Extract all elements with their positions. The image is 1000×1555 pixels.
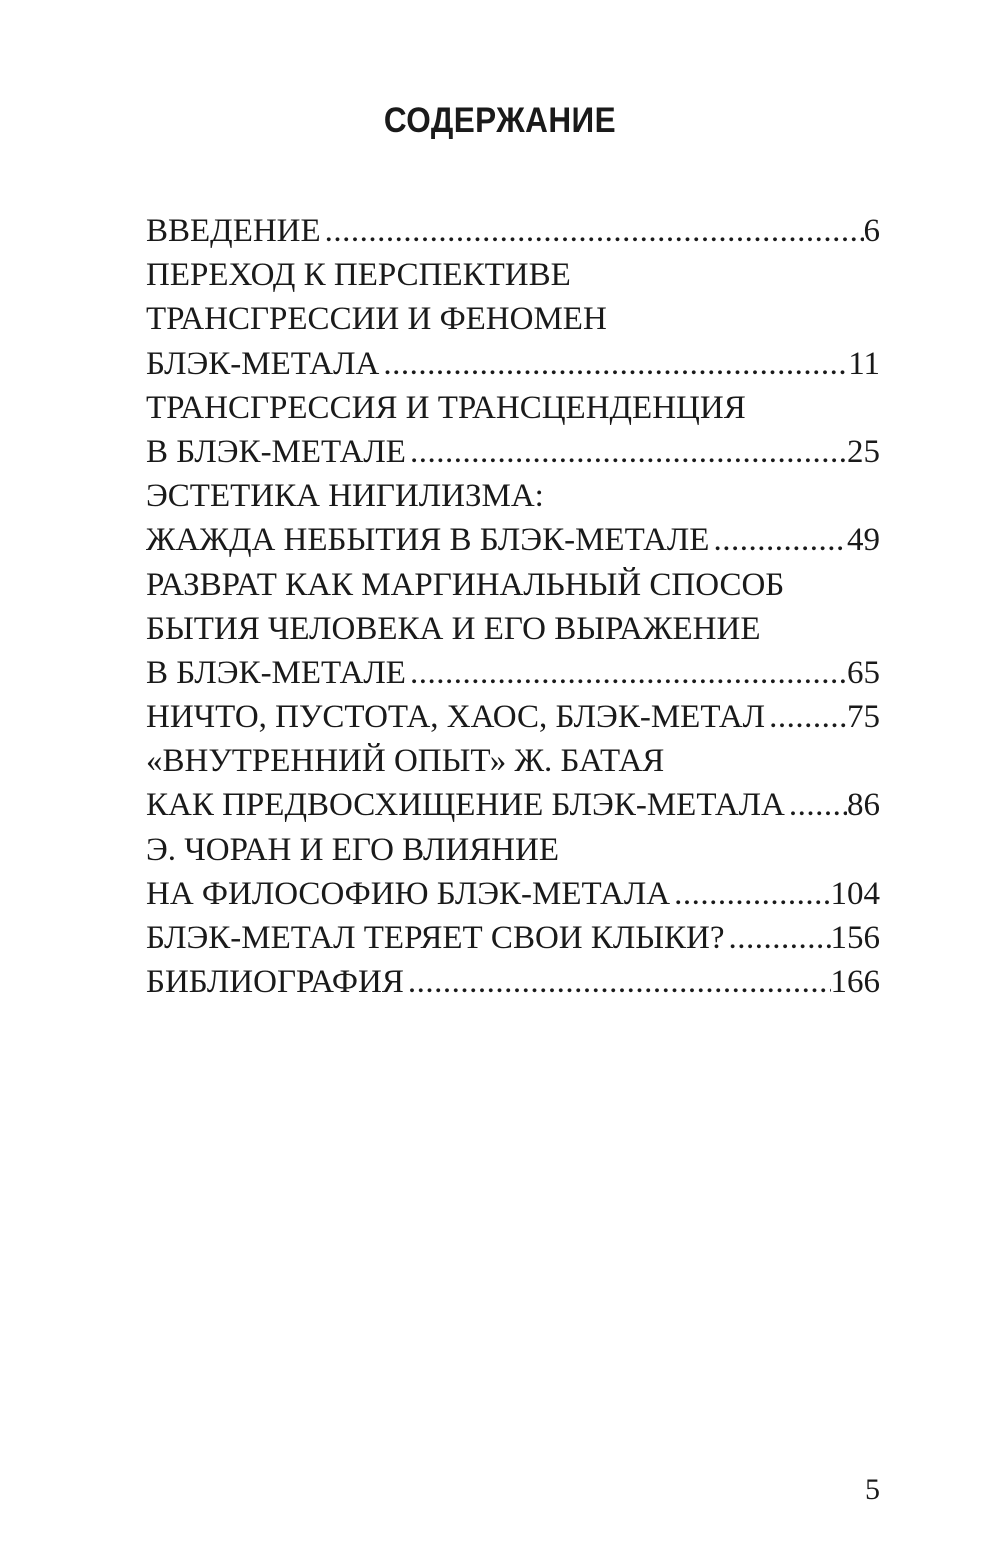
toc-entry-page: 104 [830,875,880,912]
dot-leader [404,960,831,1004]
toc-entry-title[interactable]: ТРАНСГРЕССИЯ И ТРАНСЦЕНДЕНЦИЯ [146,389,746,426]
toc-entry-transgression-transcendence[interactable] [146,430,880,474]
toc-entry-page: 49 [847,522,880,559]
dot-leader [670,872,830,916]
toc-entry-page: 6 [863,213,880,249]
toc-entry-title: НИЧТО, ПУСТОТА, ХАОС, БЛЭК-МЕТАЛ [146,699,766,736]
dot-leader [406,430,847,474]
dot-leader [406,651,847,695]
dot-leader [725,916,831,960]
toc-entry-title[interactable]: ПЕРЕХОД К ПЕРСПЕКТИВЕ [146,257,571,294]
toc-entry-title: БЛЭК-МЕТАЛ ТЕРЯЕТ СВОИ КЛЫКИ? [146,920,725,956]
dot-leader [765,695,847,739]
toc-entry-title[interactable]: ЭСТЕТИКА НИГИЛИЗМА: [146,478,544,515]
toc-entry-page: 25 [847,433,880,470]
toc-entry-page: 156 [830,920,880,956]
toc-entry-nihilism-aesthetics[interactable] [146,518,880,562]
toc-entry-cioran[interactable] [146,872,880,916]
toc-entry-title[interactable]: Э. ЧОРАН И ЕГО ВЛИЯНИЕ [146,831,559,868]
page-title: СОДЕРЖАНИЕ [383,101,617,140]
toc-entry-page: 86 [847,787,880,824]
toc-entry-title: ЖАЖДА НЕБЫТИЯ В БЛЭК-МЕТАЛЕ [146,522,710,559]
toc-entry-page: 166 [830,964,880,1001]
toc-entry-page: 65 [847,654,880,691]
toc-entry-title: ВВЕДЕНИЕ [146,213,321,249]
toc-entry-title[interactable]: «ВНУТРЕННИЙ ОПЫТ» Ж. БАТАЯ [146,743,665,780]
toc-entry-nothingness-chaos[interactable] [146,695,880,739]
toc-entry-title: БЛЭК-МЕТАЛА [146,345,380,382]
toc-entry-title[interactable]: БЫТИЯ ЧЕЛОВЕКА И ЕГО ВЫРАЖЕНИЕ [146,610,761,647]
toc-entry-bataille[interactable] [146,783,880,827]
toc-entry-title: КАК ПРЕДВОСХИЩЕНИЕ БЛЭК-МЕТАЛА [146,787,785,824]
toc-entry-title: НА ФИЛОСОФИЮ БЛЭК-МЕТАЛА [146,875,671,912]
toc-entry-bibliography[interactable] [146,960,880,1004]
toc-entry-losing-fangs[interactable] [146,916,880,960]
dot-leader [321,209,864,253]
dot-leader [785,783,847,827]
toc-entry-title: БИБЛИОГРАФИЯ [146,964,404,1001]
dot-leader [709,518,847,562]
toc-entry-title: В БЛЭК-МЕТАЛЕ [146,433,406,470]
toc-entry-debauchery[interactable] [146,651,880,695]
toc-entry-page: 75 [847,699,880,736]
toc-entry-title[interactable]: РАЗВРАТ КАК МАРГИНАЛЬНЫЙ СПОСОБ [146,566,785,603]
table-of-contents [146,209,880,1004]
toc-entry-transgression-perspective[interactable] [146,342,880,386]
toc-entry-title: В БЛЭК-МЕТАЛЕ [146,654,406,691]
toc-entry-title[interactable]: ТРАНСГРЕССИИ И ФЕНОМЕН [146,301,607,338]
toc-entry-introduction[interactable] [146,209,880,253]
toc-entry-page: 11 [848,345,880,382]
dot-leader [379,342,848,386]
page-number: 5 [865,1473,880,1506]
